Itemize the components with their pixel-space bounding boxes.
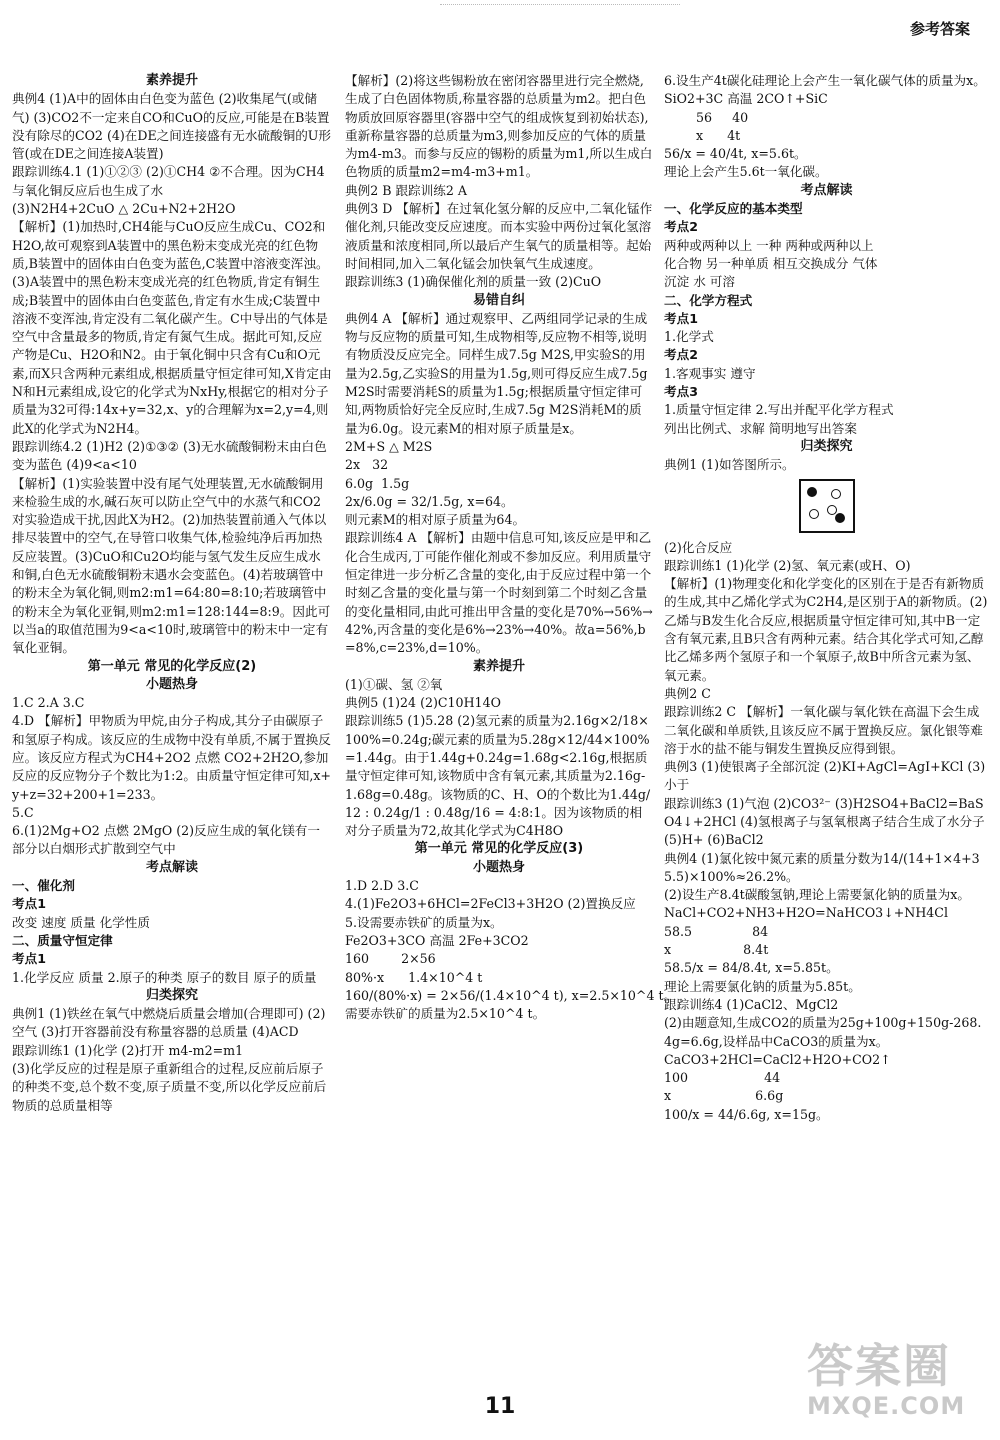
section-heading: 素养提升 bbox=[472, 658, 525, 674]
section-heading: 第一单元 常见的化学反应(3) bbox=[414, 841, 584, 857]
equation-line: 2x/6.0g = 32/1.5g, x=64。 bbox=[345, 493, 514, 509]
answer-text: 1.化学式 bbox=[664, 329, 714, 345]
answer-text: 改变 速度 质量 化学性质 bbox=[12, 914, 150, 930]
answer-text: 100/x = 44/6.6g, x=15g。 bbox=[664, 1106, 829, 1122]
subsection-heading: 考点1 bbox=[664, 310, 698, 326]
answer-text: 跟踪训练4.1 (1)①②③ (2)①CH4 ②不合理。因为CH4与氧化铜反应后也生成了水 bbox=[12, 164, 325, 198]
answer-text: (2)设生产8.4t碳酸氢钠,理论上需要氯化钠的质量为x。 bbox=[664, 887, 970, 903]
answer-text: 化合物 另一种单质 相互交换成分 气体 bbox=[664, 255, 878, 271]
section-heading: 归类探究 bbox=[145, 987, 198, 1003]
answer-text: 6.(1)2Mg+O2 点燃 2MgO (2)反应生成的氧化镁有一部分以白烟形式扩散到空气中 bbox=[12, 823, 320, 857]
answer-text: 典例4 (1)氯化铵中氮元素的质量分数为14/(14+1×4+35.5)×100%≈26.2%。 bbox=[664, 850, 980, 884]
subsection-heading: 考点2 bbox=[664, 347, 698, 363]
section-heading: 考点解读 bbox=[145, 859, 198, 875]
subsection-heading: 一、催化剂 bbox=[12, 878, 75, 894]
answer-text: 跟踪训练2 C 【解析】一氧化碳与氧化铁在高温下会生成二氧化碳和单质铁,且该反应不属于置换反应。氯化银等难溶于水的盐不能与铜发生置换反应得到银。 bbox=[664, 704, 983, 756]
answer-text: 列出比例式、求解 简明地写出答案 bbox=[664, 420, 857, 436]
watermark-bottom-text: MXQE.COM bbox=[807, 1392, 966, 1420]
answer-text: 则元素M的相对原子质量为64。 bbox=[345, 512, 526, 528]
answer-text: 沉淀 水 可溶 bbox=[664, 274, 735, 290]
subsection-heading: 二、化学方程式 bbox=[664, 292, 753, 308]
answer-text: 需要赤铁矿的质量为2.5×10^4 t。 bbox=[345, 1006, 546, 1022]
watermark-top-text: 答案圈 bbox=[807, 1339, 951, 1393]
equation-line: NaCl+CO2+NH3+H2O=NaHCO3↓+NH4Cl bbox=[664, 905, 948, 921]
equation-line: 100 44 bbox=[664, 1070, 781, 1086]
subsection-heading: 二、质量守恒定律 bbox=[12, 932, 113, 948]
section-heading: 小题热身 bbox=[145, 676, 198, 692]
equation-line: 56 40 bbox=[664, 109, 749, 125]
equation-line: 2x 32 bbox=[345, 457, 389, 473]
hollow-atom bbox=[809, 509, 819, 519]
answer-text: (2)化合反应 bbox=[664, 539, 733, 555]
subsection-heading: 考点2 bbox=[664, 219, 698, 235]
answer-text: 5.C bbox=[12, 804, 34, 820]
answer-text: 两种或两种以上 一种 两种或两种以上 bbox=[664, 237, 874, 253]
filled-atom bbox=[835, 513, 845, 523]
subsection-heading: 考点3 bbox=[664, 384, 698, 400]
answer-text: 1.化学反应 质量 2.原子的种类 原子的数目 原子的质量 bbox=[12, 969, 317, 985]
answer-text: 典例1 (1)如答图所示。 bbox=[664, 457, 795, 473]
answer-text: (3)N2H4+2CuO △ 2Cu+N2+2H2O bbox=[12, 201, 236, 217]
equation-line: Fe2O3+3CO 高温 2Fe+3CO2 bbox=[345, 932, 529, 948]
section-heading: 小题热身 bbox=[472, 859, 525, 875]
molecule-diagram bbox=[799, 479, 855, 533]
equation-line: x 4t bbox=[664, 127, 741, 143]
filled-atom bbox=[807, 487, 817, 497]
answer-text: 跟踪训练3 (1)确保催化剂的质量一致 (2)CuO bbox=[345, 274, 602, 290]
equation-line: 160/(80%·x) = 2×56/(1.4×10^4 t), x=2.5×10^4 t。 bbox=[345, 987, 677, 1003]
answer-text: 1.客观事实 遵守 bbox=[664, 365, 756, 381]
equation-line: SiO2+3C 高温 2CO↑+SiC bbox=[664, 91, 828, 107]
section-heading: 归类探究 bbox=[800, 438, 853, 454]
answer-text: (1)①碳、氢 ②氧 bbox=[345, 676, 443, 692]
hollow-atom bbox=[827, 505, 837, 515]
answer-text: 跟踪训练4.2 (1)H2 (2)①③② (3)无水硫酸铜粉末由白色变为蓝色 (4)9<a<10 bbox=[12, 438, 327, 473]
equation-line: 160 2×56 bbox=[345, 951, 436, 967]
answer-text: 典例4 A 【解析】通过观察甲、乙两组同学记录的生成物与反应物的质量可知,生成物相等,反应物不相等,说明有物质没反应完全。同样生成7.5g M2S,甲实验S的用量为2.5g,乙实验S的用量为1.5g,则可得反应生成7.5g M2S时需要消耗S的质量为1.5g;根据质量守恒定律可知,两物质恰好完全反应时,生成7.5g M2S消耗M的质量为6.0g。设元素M的相对原子质量是x。 bbox=[345, 310, 648, 436]
answer-text: 5.设需要赤铁矿的质量为x。 bbox=[345, 914, 503, 930]
column-middle bbox=[345, 72, 677, 1023]
answer-text: 典例3 D 【解析】在过氧化氢分解的反应中,二氧化锰作催化剂,只能改变反应速度。而本实验中两份过氧化氢溶液质量和浓度相同,所以最后产生氧气的质量相等。起始时间相同,加入二氧化锰会加快氧气生成速度。 bbox=[345, 201, 653, 271]
answer-text: 【解析】(1)实验装置中没有尾气处理装置,无水硫酸铜用来检验生成的水,碱石灰可以防止空气中的水蒸气和CO2对实验造成干扰,因此X为H2。(2)加热装置前通入气体以排尽装置中的空气,在导管口收集气体,检验纯净后再加热反应装置。(3)CuO和Cu2O均能与氢气发生反应生成水和铜,白色无水硫酸铜粉末遇水会变蓝色。(4)若玻璃管中的粉末全为氧化铜,则m2:m1=64:80=8:10;若玻璃管中的粉末全为氧化亚铜,则m2:m1=128:144=8:9。因此可以当a的取值范围为9<a<10时,玻璃管中的粉末中一定有氧化亚铜。 bbox=[12, 475, 331, 656]
answer-text: 典例5 (1)24 (2)C10H14O bbox=[345, 695, 501, 711]
answer-text: 【解析】(2)将这些锡粉放在密闭容器里进行完全燃烧,生成了白色固体物质,称量容器的总质量为m2。把白色物质放回原容器里(容器中空气的组成恢复到初始状态),重新称量容器的总质量为m3,则参加反应的气体的质量为m4-m3。而参与反应的锡粉的质量为m1,所以生成白色物质的质量m2=m4-m3+m1。 bbox=[345, 73, 653, 180]
answer-text: 理论上会产生5.6t一氧化碳。 bbox=[664, 164, 828, 180]
answer-text: 4.D 【解析】甲物质为甲烷,由分子构成,其分子由碳原子和氢原子构成。该反应的生成物中没有单质,不属于置换反应。该反应方程式为CH4+2O2 点燃 CO2+2H2O,参加反应的反应物分子个数比为1:2。由质量守恒定律可知,x+y+z=32+200+1=233。 bbox=[12, 713, 331, 802]
column-left bbox=[12, 72, 332, 1115]
subsection-heading: 考点1 bbox=[12, 896, 46, 912]
equation-line: 58.5 84 bbox=[664, 923, 769, 939]
answer-text: 跟踪训练5 (1)5.28 (2)氢元素的质量为2.16g×2/18×100%=0.24g;碳元素的质量为5.28g×12/44×100%=1.44g。由于1.44g+0.24g=1.68g<2.16g,根据质量守恒定律可知,该物质中含有氧元素,其质量为2.16g-1.68g=0.48g。该物质的C、H、O的个数比为1.44g/12 : 0.24g/1 : 0.48g/16 = 4:8:1。因为该物质的相对分子质量为72,故其化学式为C4H8O bbox=[345, 713, 651, 839]
watermark-logo bbox=[807, 1340, 982, 1428]
answer-text: 理论上需要氯化钠的质量为5.85t。 bbox=[664, 978, 861, 994]
answer-text: 典例1 (1)铁丝在氧气中燃烧后质量会增加(合理即可) (2)空气 (3)打开容器前没有称量容器的总质量 (4)ACD bbox=[12, 1006, 326, 1040]
section-heading: 第一单元 常见的化学反应(2) bbox=[87, 658, 257, 674]
answer-text: 典例4 (1)A中的固体由白色变为蓝色 (2)收集尾气(或储气) (3)CO2不一定来自CO和CuO的反应,可能是在B装置没有除尽的CO2 (4)在DE之间连接盛有无水硫酸铜的U形管(或在DE之间连接A装置) bbox=[12, 91, 332, 162]
equation-line: 2M+S △ M2S bbox=[345, 438, 433, 454]
equation-line: x 8.4t bbox=[664, 942, 769, 958]
answer-text: 【解析】(1)加热时,CH4能与CuO反应生成Cu、CO2和H2O,故可观察到A装置中的黑色粉末变成光亮的红色物质,B装置中的固体由白色变为蓝色,C装置中溶液变浑浊。(3)A装置中的黑色粉末变成光亮的红色物质,肯定有铜生成;B装置中的固体由白色变蓝色,肯定有水生成;C装置中溶液不变浑浊,肯定没有二氧化碳产生。C中导出的气体是空气中含量最多的物质,肯定有氮气生成。据此可知,反应产物是Cu、H2O和N2。由于氧化铜中只含有Cu和O元素,而X只含两种元素组成,根据质量守恒定律可知,X肯定由N和H元素组成,设它的化学式为NxHy,根据它的相对分子质量为32可得:14x+y=32,x、y的合理解为x=2,y=4,则此X的化学式为N2H4。 bbox=[12, 219, 332, 436]
answer-text: 1.D 2.D 3.C bbox=[345, 878, 419, 894]
equation-line: CaCO3+2HCl=CaCl2+H2O+CO2↑ bbox=[664, 1051, 891, 1067]
hollow-atom bbox=[831, 489, 841, 499]
subsection-heading: 一、化学反应的基本类型 bbox=[664, 201, 803, 217]
answer-text: 【解析】(1)物理变化和化学变化的区别在于是否有新物质的生成,其中乙烯化学式为C2H4,是区别于A的新物质。(2)乙烯与B发生化合反应,根据质量守恒定律可知,其中B一定含有氧元素,且B只含有两种元素。结合其化学式可知,乙醇比乙烯多两个氢原子和一个氧原子,故B中所含元素为氢、氧元素。 bbox=[664, 576, 988, 683]
answer-text: 跟踪训练4 A 【解析】由题中信息可知,该反应是甲和乙化合生成丙,丁可能作催化剂或不参加反应。利用质量守恒定律进一步分析乙含量的变化,由于反应过程中第一个时刻乙含量的变化量与第一个时刻到第二个时刻乙含量的变化量相同,由此可推出甲含量的变化是70%→56%→42%,丙含量的变化是6%→23%→40%。故a=56%,b=8%,c=23%,d=10%。 bbox=[345, 530, 653, 656]
equation-line: x 6.6g bbox=[664, 1088, 784, 1104]
section-heading: 考点解读 bbox=[800, 182, 853, 198]
equation-line: 58.5/x = 84/8.4t, x=5.85t。 bbox=[664, 960, 839, 976]
page-header-tag: 参考答案 bbox=[909, 20, 970, 38]
subsection-heading: 考点1 bbox=[12, 951, 46, 967]
answer-text: (2)由题意知,生成CO2的质量为25g+100g+150g-268.4g=6.6g,设样品中CaCO3的质量为x。 bbox=[664, 1015, 982, 1049]
answer-text: 4.(1)Fe2O3+6HCl=2FeCl3+3H2O (2)置换反应 bbox=[345, 896, 636, 912]
answer-text: 1.C 2.A 3.C bbox=[12, 695, 85, 711]
answer-text: 56/x = 40/4t, x=5.6t。 bbox=[664, 146, 807, 162]
equation-line: 80%·x 1.4×10^4 t bbox=[345, 969, 483, 985]
answer-text: 跟踪训练4 (1)CaCl2、MgCl2 bbox=[664, 996, 839, 1012]
answer-text: 典例2 B 跟踪训练2 A bbox=[345, 182, 467, 198]
page-number: 11 bbox=[484, 1394, 516, 1419]
scan-artifact bbox=[440, 4, 680, 13]
answer-text: 典例3 (1)使银离子全部沉淀 (2)KI+AgCl=AgI+KCl (3)小于 bbox=[664, 759, 986, 793]
answer-text: 跟踪训练1 (1)化学 (2)氢、氧元素(或H、O) bbox=[664, 557, 911, 573]
equation-line: 6.0g 1.5g bbox=[345, 475, 410, 491]
answer-text: 跟踪训练3 (1)气泡 (2)CO3²⁻ (3)H2SO4+BaCl2=BaSO4↓+2HCl (4)氢根离子与氢氧根离子结合生成了水分子 (5)H+ (6)BaCl2 bbox=[664, 795, 985, 848]
answer-text: 跟踪训练1 (1)化学 (2)打开 m4-m2=m1 bbox=[12, 1042, 244, 1058]
section-heading: 素养提升 bbox=[145, 73, 198, 88]
answer-text: 1.质量守恒定律 2.写出并配平化学方程式 bbox=[664, 402, 894, 418]
section-heading: 易错自纠 bbox=[472, 292, 525, 308]
column-right bbox=[664, 72, 989, 1124]
answer-text: 典例2 C bbox=[664, 685, 711, 701]
answer-text: (3)化学反应的过程是原子重新组合的过程,反应前后原子的种类不变,总个数不变,原子质量不变,所以化学反应前后物质的总质量相等 bbox=[12, 1061, 327, 1113]
answer-text: 6.设生产4t碳化硅理论上会产生一氧化碳气体的质量为x。 bbox=[664, 73, 986, 88]
